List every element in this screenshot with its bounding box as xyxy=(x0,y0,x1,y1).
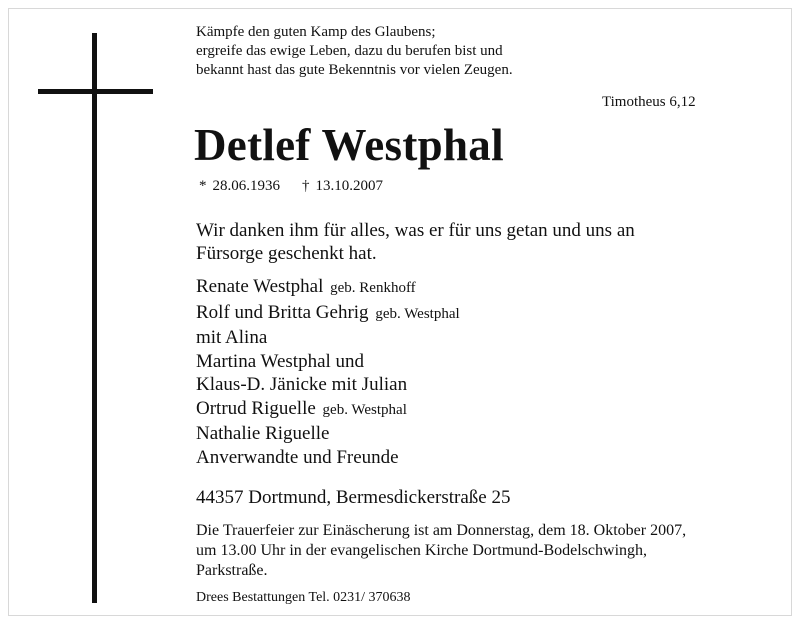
mourner-name: Ortrud Riguelle xyxy=(196,397,316,419)
mourner-entry xyxy=(196,373,460,397)
birth-star-icon: * xyxy=(199,178,207,194)
mourner-name: Klaus-D. Jänicke mit Julian xyxy=(196,374,408,395)
birth-date: 28.06.1936 xyxy=(212,178,280,194)
mourner-entry xyxy=(196,350,460,374)
mourner-entry xyxy=(196,301,460,327)
verse-line: ergreife das ewige Leben, dazu du berufen bist und xyxy=(196,43,503,59)
mourner-name: Nathalie Riguelle xyxy=(196,423,330,444)
mourner-name: mit Alina xyxy=(196,327,268,348)
mourner-entry xyxy=(196,326,460,350)
deceased-name: Detlef Westphal xyxy=(194,120,504,170)
verse-reference: Timotheus 6,12 xyxy=(602,94,696,110)
verse-line: Kämpfe den guten Kamp des Glaubens; xyxy=(196,24,436,40)
verse-line: bekannt hast das gute Bekenntnis vor vielen Zeugen. xyxy=(196,62,513,78)
cross-icon-vertical-bar xyxy=(92,33,97,603)
thanks-text xyxy=(196,219,635,265)
mourner-entry xyxy=(196,446,460,470)
life-dates xyxy=(199,178,383,195)
maiden-name-note: geb. Westphal xyxy=(322,401,407,418)
mourner-name: Martina Westphal und xyxy=(196,350,365,372)
obituary-notice xyxy=(8,8,792,616)
death-cross-icon: † xyxy=(302,178,310,194)
mourners-list xyxy=(196,275,460,469)
service-line: Parkstraße. xyxy=(196,562,268,579)
mourner-entry xyxy=(196,397,460,423)
funeral-service-info xyxy=(196,521,686,581)
maiden-name-note: geb. Renkhoff xyxy=(330,280,416,296)
thanks-line: Wir danken ihm für alles, was er für uns getan und uns an xyxy=(196,220,635,241)
maiden-name-note: geb. Westphal xyxy=(375,305,460,322)
cross-icon-horizontal-bar xyxy=(38,89,153,94)
thanks-line: Fürsorge geschenkt hat. xyxy=(196,243,377,264)
mourner-entry xyxy=(196,422,460,446)
service-line: Die Trauerfeier zur Einäscherung ist am Donnerstag, dem 18. Oktober 2007, xyxy=(196,522,687,539)
family-address: 44357 Dortmund, Bermesdickerstraße 25 xyxy=(196,487,511,508)
bible-verse xyxy=(196,23,513,80)
undertaker-contact: Drees Bestattungen Tel. 0231/ 370638 xyxy=(196,590,411,605)
mourner-name: Rolf und Britta Gehrig xyxy=(196,301,369,323)
death-date: 13.10.2007 xyxy=(315,178,383,194)
mourner-name: Renate Westphal xyxy=(196,276,324,297)
mourner-name: Anverwandte und Freunde xyxy=(196,446,399,468)
mourner-entry xyxy=(196,275,460,301)
service-line: um 13.00 Uhr in der evangelischen Kirche Dortmund-Bodelschwingh, xyxy=(196,542,648,559)
